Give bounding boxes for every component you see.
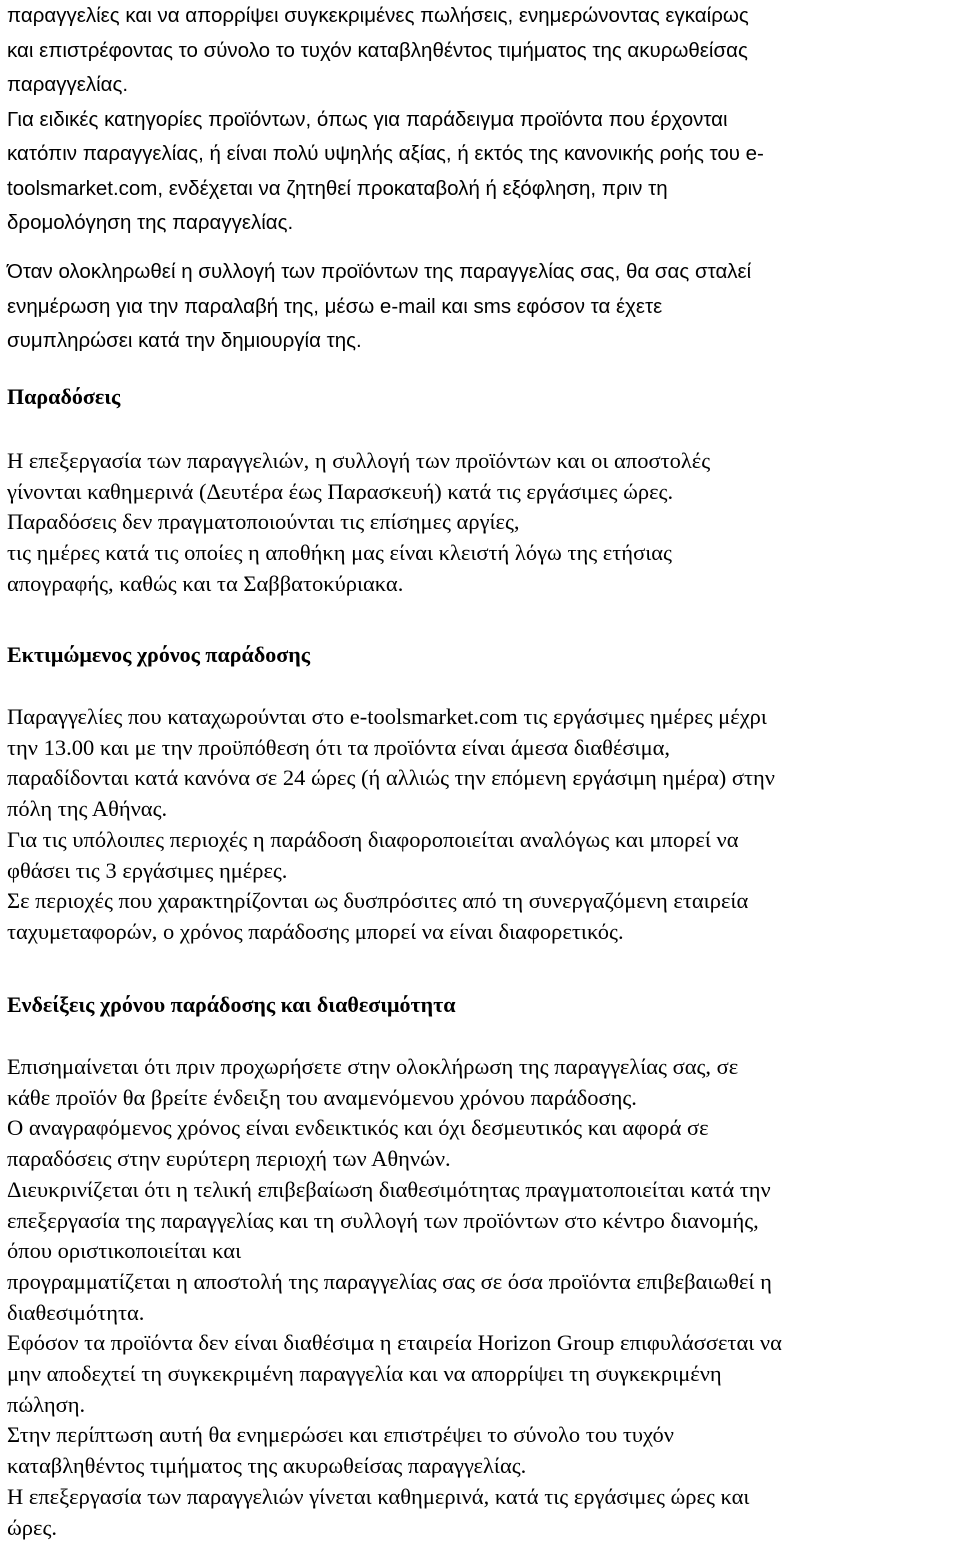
text-line: πόλη της Αθήνας. <box>7 796 168 822</box>
estimated-time-paragraph <box>7 702 957 948</box>
text-line: παραγγελίες και να απορρίψει συγκεκριμένες πωλήσεις, ενημερώνοντας εγκαίρως <box>7 4 749 27</box>
text-line: toolsmarket.com, ενδέχεται να ζητηθεί προκαταβολή ή εξόφληση, πριν τη <box>7 176 668 200</box>
intro-paragraph-1 <box>7 0 957 241</box>
text-line: Εφόσον τα προϊόντα δεν είναι διαθέσιμα η εταιρεία Horizon Group επιφυλάσσεται να <box>7 1330 782 1356</box>
text-line: τις ημέρες κατά τις οποίες η αποθήκη μας είναι κλειστή λόγω της ετήσιας <box>7 540 672 566</box>
text-line: Στην περίπτωση αυτή θα ενημερώσει και επιστρέψει το σύνολο του τυχόν <box>7 1422 674 1448</box>
text-line: όπου οριστικοποιείται και <box>7 1238 242 1264</box>
text-line: μην αποδεχτεί τη συγκεκριμένη παραγγελία και να απορρίψει τη συγκεκριμένη <box>7 1361 722 1387</box>
text-line: την 13.00 και με την προϋπόθεση ότι τα προϊόντα είναι άμεσα διαθέσιμα, <box>7 734 671 760</box>
text-line: παραγγελίας. <box>7 73 129 96</box>
section-heading-indications: Ενδείξεις χρόνου παράδοσης και διαθεσιμότητα <box>7 992 456 1017</box>
text-line: διαθεσιμότητα. <box>7 1299 145 1325</box>
text-line: Σε περιοχές που χαρακτηρίζονται ως δυσπρόσιτες από τη συνεργαζόμενη εταιρεία <box>7 888 749 914</box>
text-line: ταχυμεταφορών, ο χρόνος παράδοσης μπορεί να είναι διαφορετικός. <box>7 918 624 944</box>
text-line: ενημέρωση για την παραλαβή της, μέσω e-mail και sms εφόσον τα έχετε <box>7 294 663 318</box>
text-line: Για ειδικές κατηγορίες προϊόντων, όπως για παράδειγμα προϊόντα που έρχονται <box>7 107 728 131</box>
text-line: Ο αναγραφόμενος χρόνος είναι ενδεικτικός και όχι δεσμευτικός και αφορά σε <box>7 1115 709 1141</box>
text-line: Παραγγελίες που καταχωρούνται στο e-toolsmarket.com τις εργάσιμες ημέρες μέχρι <box>7 704 767 729</box>
text-line: κατόπιν παραγγελίας, ή είναι πολύ υψηλής αξίας, ή εκτός της κανονικής ροής του e- <box>7 142 764 165</box>
text-line: Η επεξεργασία των παραγγελιών, η συλλογή των προϊόντων και οι αποστολές <box>7 448 711 473</box>
indications-paragraph <box>7 1052 957 1543</box>
text-line: και επιστρέφοντας το σύνολο το τυχόν καταβληθέντος τιμήματος της ακυρωθείσας <box>7 38 748 62</box>
text-line: προγραμματίζεται η αποστολή της παραγγελίας σας σε όσα προϊόντα επιβεβαιωθεί η <box>7 1268 772 1294</box>
text-line: Επισημαίνεται ότι πριν προχωρήσετε στην ολοκλήρωση της παραγγελίας σας, σε <box>7 1054 739 1079</box>
text-line: καταβληθέντος τιμήματος της ακυρωθείσας παραγγελίας. <box>7 1453 527 1479</box>
intro-paragraph-2 <box>7 255 957 359</box>
text-line: δρομολόγηση της παραγγελίας. <box>7 211 294 234</box>
text-line: ώρες. <box>7 1514 58 1540</box>
text-line: Παραδόσεις δεν πραγματοποιούνται τις επίσημες αργίες, <box>7 509 520 535</box>
section-heading-estimated-time: Εκτιμώμενος χρόνος παράδοσης <box>7 642 310 667</box>
text-line: γίνονται καθημερινά (Δευτέρα έως Παρασκευή) κατά τις εργάσιμες ώρες. <box>7 478 674 504</box>
text-line: απογραφής, καθώς και τα Σαββατοκύριακα. <box>7 570 404 596</box>
text-line: Η επεξεργασία των παραγγελιών γίνεται καθημερινά, κατά τις εργάσιμες ώρες και <box>7 1483 750 1509</box>
text-line: φθάσει τις 3 εργάσιμες ημέρες. <box>7 857 288 883</box>
deliveries-paragraph <box>7 446 957 600</box>
text-line: παραδόσεις στην ευρύτερη περιοχή των Αθηνών. <box>7 1146 451 1172</box>
text-line: επεξεργασία της παραγγελίας και τη συλλογή των προϊόντων στο κέντρο διανομής, <box>7 1207 759 1233</box>
text-line: Για τις υπόλοιπες περιοχές η παράδοση διαφοροποιείται αναλόγως και μπορεί να <box>7 826 739 852</box>
text-line: παραδίδονται κατά κανόνα σε 24 ώρες (ή αλλιώς την επόμενη εργάσιμη ημέρα) στην <box>7 765 775 791</box>
section-heading-deliveries: Παραδόσεις <box>7 384 121 409</box>
text-line: κάθε προϊόν θα βρείτε ένδειξη του αναμενόμενου χρόνου παράδοσης. <box>7 1084 637 1110</box>
text-line: Όταν ολοκληρωθεί η συλλογή των προϊόντων της παραγγελίας σας, θα σας σταλεί <box>7 260 752 283</box>
text-line: συμπληρώσει κατά την δημιουργία της. <box>7 329 362 352</box>
text-line: πώληση. <box>7 1391 86 1417</box>
text-line: Διευκρινίζεται ότι η τελική επιβεβαίωση διαθεσιμότητας πραγματοποιείται κατά την <box>7 1176 771 1202</box>
